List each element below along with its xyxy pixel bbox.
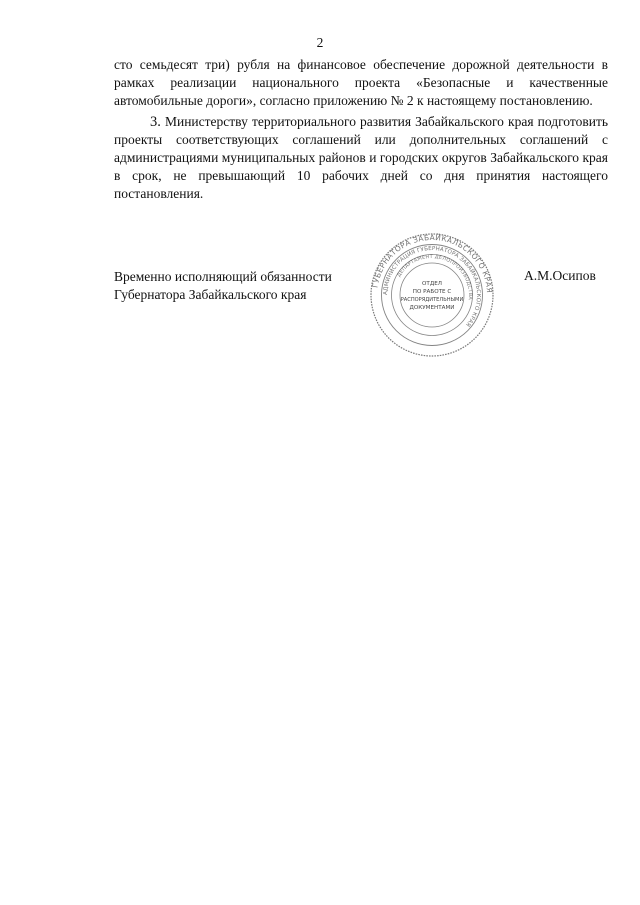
page-number: 2 [316,35,324,50]
seal-center-line-3: РАСПОРЯДИТЕЛЬНЫМИ [400,297,464,303]
seal-ring-4 [400,263,464,327]
seal-center-line-4: ДОКУМЕНТАМИ [409,305,455,311]
paragraph-3-text: Министерству территориального развития Забайкальского края подготовить проекты соответствующих соглашений или дополнительных соглашений с администрациями муниципальных районов и городских округов Забайкальского края в срок, не превышающий 10 рабочих дней со дня принятия настоящего постановления. [114,113,608,202]
signer-name: А.М.Осипов [524,268,596,283]
paragraph-number: 3. [150,113,161,130]
seal-center-line-1: ОТДЕЛ [422,281,442,287]
document-body [114,56,608,204]
seal-outer-text: ГУБЕРНАТОРА ЗАБАЙКАЛЬСКОГО КРАЯ [370,232,495,294]
paragraph-continuation: сто семьдесят три) рубля на финансовое обеспечение дорожной деятельности в рамках реализации национального проекта «Безопасные и качественные автомобильные дороги», согласно приложению № 2 к настоящему постановлению. [114,57,608,109]
seal-middle-text: АДМИНИСТРАЦИЯ ГУБЕРНАТОРА ЗАБАЙКАЛЬСКОГО КРАЯ [382,245,482,328]
signatory-position-line-2: Губернатора Забайкальского края [114,287,307,302]
signatory-position-line-1: Временно исполняющий обязанности [114,269,332,284]
seal-inner-text: ДЕПАРТАМЕНТ ДЕЛОПРОИЗВОДСТВА [396,253,474,301]
official-seal-stamp [369,232,495,358]
seal-center-line-2: ПО РАБОТЕ С [412,289,452,295]
paragraph-3 [114,113,608,204]
signatory-position [114,268,332,304]
